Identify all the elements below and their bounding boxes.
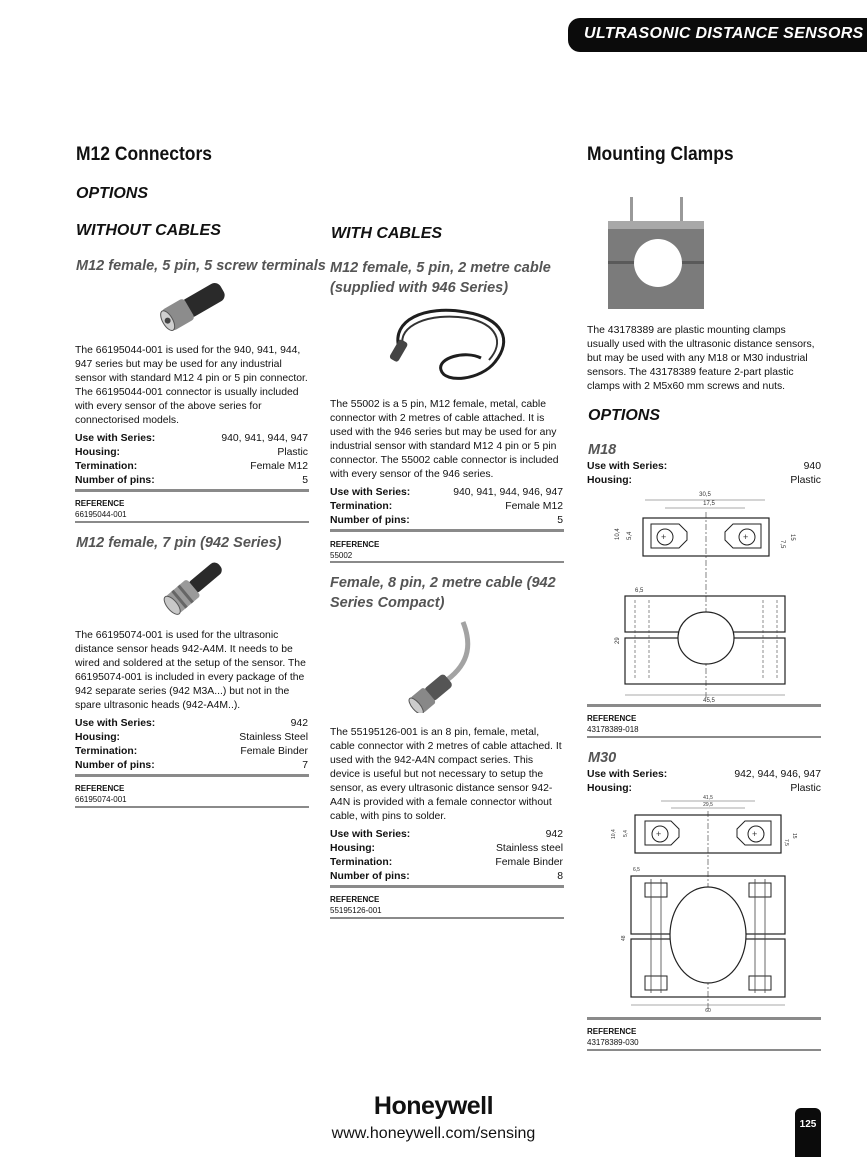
divider [75, 521, 309, 523]
m18-dimension-drawing [605, 488, 805, 706]
dim-label: 15 [791, 833, 797, 839]
divider [587, 1049, 821, 1051]
spec-label: Termination: [75, 746, 138, 757]
product-title-m12-7pin: M12 female, 7 pin (942 Series) [76, 535, 282, 551]
spec-table-66195074 [75, 717, 308, 773]
svg-text:+: + [661, 532, 667, 542]
m30-title: M30 [588, 750, 617, 766]
reference-block-55195126 [330, 894, 382, 916]
divider [330, 561, 564, 563]
reference-block-m18 [587, 713, 639, 735]
reference-label: REFERENCE [75, 499, 125, 508]
reference-block-66195074 [75, 783, 127, 805]
spec-value: Female Binder [495, 857, 563, 868]
spec-label: Number of pins: [330, 515, 410, 526]
svg-text:+: + [656, 829, 662, 839]
divider [330, 917, 564, 919]
divider [75, 774, 309, 777]
dim-label: 10,4 [611, 829, 617, 839]
reference-label: REFERENCE [75, 784, 125, 793]
product-desc-66195044: The 66195044-001 is used for the 940, 941, 944, 947 series but may be used for any industrial sensor with standard M12 4 pin or 5 pin connector. The 66195044-001 connector is usually included with every sensor of the above series for connectorised models. [75, 345, 308, 426]
product-desc-55002: The 55002 is a 5 pin, M12 female, metal, cable connector with 2 metres of cable attached. It is used with the 946 series but may be used for any industrial sensor with standard M12 4 pin or 5 pin connector. The 55002 cable connector is included with every sensor of the 946 series. [330, 399, 559, 480]
m12-connectors-title: M12 Connectors [76, 144, 212, 165]
divider [330, 529, 564, 532]
m18-title: M18 [588, 442, 617, 458]
spec-label: Number of pins: [75, 475, 155, 486]
spec-value: 942 [290, 718, 308, 729]
divider [75, 489, 309, 492]
reference-block-55002 [330, 539, 379, 561]
options-heading: OPTIONS [76, 185, 149, 202]
spec-value: 5 [302, 475, 308, 486]
section-tab-label: ULTRASONIC DISTANCE SENSORS [584, 25, 864, 42]
divider [587, 704, 821, 707]
product-title-m12-5pin: M12 female, 5 pin, 5 screw terminals [76, 258, 326, 274]
spec-value: 940, 941, 944, 946, 947 [453, 487, 563, 498]
spec-value: Plastic [790, 475, 821, 486]
dim-label: 48 [621, 935, 627, 941]
clamps-options-heading: OPTIONS [588, 407, 661, 424]
spec-label: Use with Series: [587, 769, 668, 780]
reference-value: 66195074-001 [75, 795, 127, 804]
dim-label: 60 [705, 1008, 711, 1014]
spec-table-55002 [330, 486, 563, 528]
dim-label: 29 [615, 637, 621, 644]
spec-value: Plastic [790, 783, 821, 794]
spec-label: Housing: [587, 783, 633, 794]
product-title-55195126: Female, 8 pin, 2 metre cable (942 Series Compact) [330, 575, 556, 611]
svg-text:+: + [752, 829, 758, 839]
spec-value: 940 [803, 461, 821, 472]
divider [330, 885, 564, 888]
reference-value: 55195126-001 [330, 906, 382, 915]
product-desc-66195074: The 66195074-001 is used for the ultrasonic distance sensor heads 942-A4M. It needs to be wired and soldered at the setup of the sensor. The 66195074-001 is included in every package of the 942 separate series (942 M3A...) but not in the spare ultrasonic heads (942-A4M..). [75, 630, 306, 711]
dim-label: 6,5 [633, 867, 640, 873]
m12-5pin-connector-image [155, 277, 235, 335]
dim-label: 17,5 [703, 501, 715, 507]
product-title-55002: M12 female, 5 pin, 2 metre cable (supplied with 946 Series) [330, 260, 551, 296]
dim-label: 5,4 [627, 531, 633, 540]
spec-label: Housing: [75, 732, 121, 743]
spec-value: Stainless steel [496, 843, 563, 854]
spec-value: Plastic [277, 447, 308, 458]
spec-value: Female M12 [250, 461, 308, 472]
clamps-desc: The 43178389 are plastic mounting clamps usually used with the ultrasonic distance sensors, but may be used with any M18 or M30 industrial sensors. The 43178389 feature 2-part plastic clamps with 2 M5x60 mm screws and nuts. [587, 325, 815, 392]
spec-value: 8 [557, 871, 563, 882]
m30-dimension-drawing [605, 793, 805, 1015]
spec-table-m18 [587, 460, 821, 488]
mounting-clamp-image [600, 195, 710, 313]
spec-value: Female Binder [240, 746, 308, 757]
spec-label: Use with Series: [75, 433, 156, 444]
footer-url[interactable]: www.honeywell.com/sensing [331, 1125, 536, 1142]
honeywell-logo: Honeywell [373, 1092, 494, 1120]
with-cables-heading: WITH CABLES [331, 225, 443, 242]
dim-label: 6,5 [635, 588, 644, 594]
reference-value: 43178389-018 [587, 725, 639, 734]
spec-label: Housing: [75, 447, 121, 458]
dim-label: 7,5 [783, 839, 789, 846]
reference-block-66195044 [75, 498, 127, 520]
spec-label: Number of pins: [330, 871, 410, 882]
spec-label: Housing: [587, 475, 633, 486]
without-cables-heading: WITHOUT CABLES [76, 222, 221, 239]
reference-value: 66195044-001 [75, 510, 127, 519]
spec-value: Female M12 [505, 501, 563, 512]
reference-label: REFERENCE [330, 540, 380, 549]
spec-table-66195044 [75, 432, 308, 488]
svg-text:+: + [743, 532, 749, 542]
spec-value: Stainless Steel [239, 732, 308, 743]
page-number: 125 [795, 1108, 821, 1157]
spec-value: 940, 941, 944, 947 [221, 433, 308, 444]
dim-label: 45,5 [703, 698, 715, 704]
spec-label: Use with Series: [330, 829, 411, 840]
spec-value: 942, 944, 946, 947 [734, 769, 821, 780]
spec-value: 5 [557, 515, 563, 526]
reference-value: 43178389-030 [587, 1038, 639, 1047]
dim-label: 41,5 [703, 795, 713, 801]
reference-label: REFERENCE [587, 1027, 637, 1036]
dim-label: 10,4 [615, 528, 621, 540]
divider [587, 736, 821, 738]
dim-label: 5,4 [623, 830, 629, 837]
reference-value: 55002 [330, 551, 353, 560]
cable-55002-image [385, 300, 515, 390]
spec-table-55195126 [330, 828, 563, 884]
spec-label: Use with Series: [330, 487, 411, 498]
spec-label: Use with Series: [75, 718, 156, 729]
spec-label: Housing: [330, 843, 376, 854]
divider [587, 1017, 821, 1020]
mounting-clamps-title: Mounting Clamps [587, 144, 734, 165]
m12-7pin-connector-image [155, 560, 230, 620]
spec-table-m30 [587, 768, 821, 796]
spec-label: Termination: [330, 857, 393, 868]
product-desc-55195126: The 55195126-001 is an 8 pin, female, metal, cable connector with 2 metres of cable attached. It used with the 942-A4N compact series. This device is useful but not necessary to setup the sensor, as every ultrasonic distance sensor 942-A4N is provided with a female connector without cable, with pins to solder. [330, 727, 562, 822]
spec-label: Termination: [330, 501, 393, 512]
spec-label: Termination: [75, 461, 138, 472]
divider [75, 806, 309, 808]
reference-label: REFERENCE [587, 714, 637, 723]
dim-label: 7,5 [779, 540, 785, 549]
dim-label: 30,5 [699, 492, 711, 498]
spec-label: Number of pins: [75, 760, 155, 771]
cable-55195126-image [405, 618, 480, 713]
spec-value: 942 [545, 829, 563, 840]
dim-label: 15 [789, 534, 795, 541]
spec-value: 7 [302, 760, 308, 771]
reference-label: REFERENCE [330, 895, 380, 904]
reference-block-m30 [587, 1026, 639, 1048]
spec-label: Use with Series: [587, 461, 668, 472]
dim-label: 29,5 [703, 802, 713, 808]
